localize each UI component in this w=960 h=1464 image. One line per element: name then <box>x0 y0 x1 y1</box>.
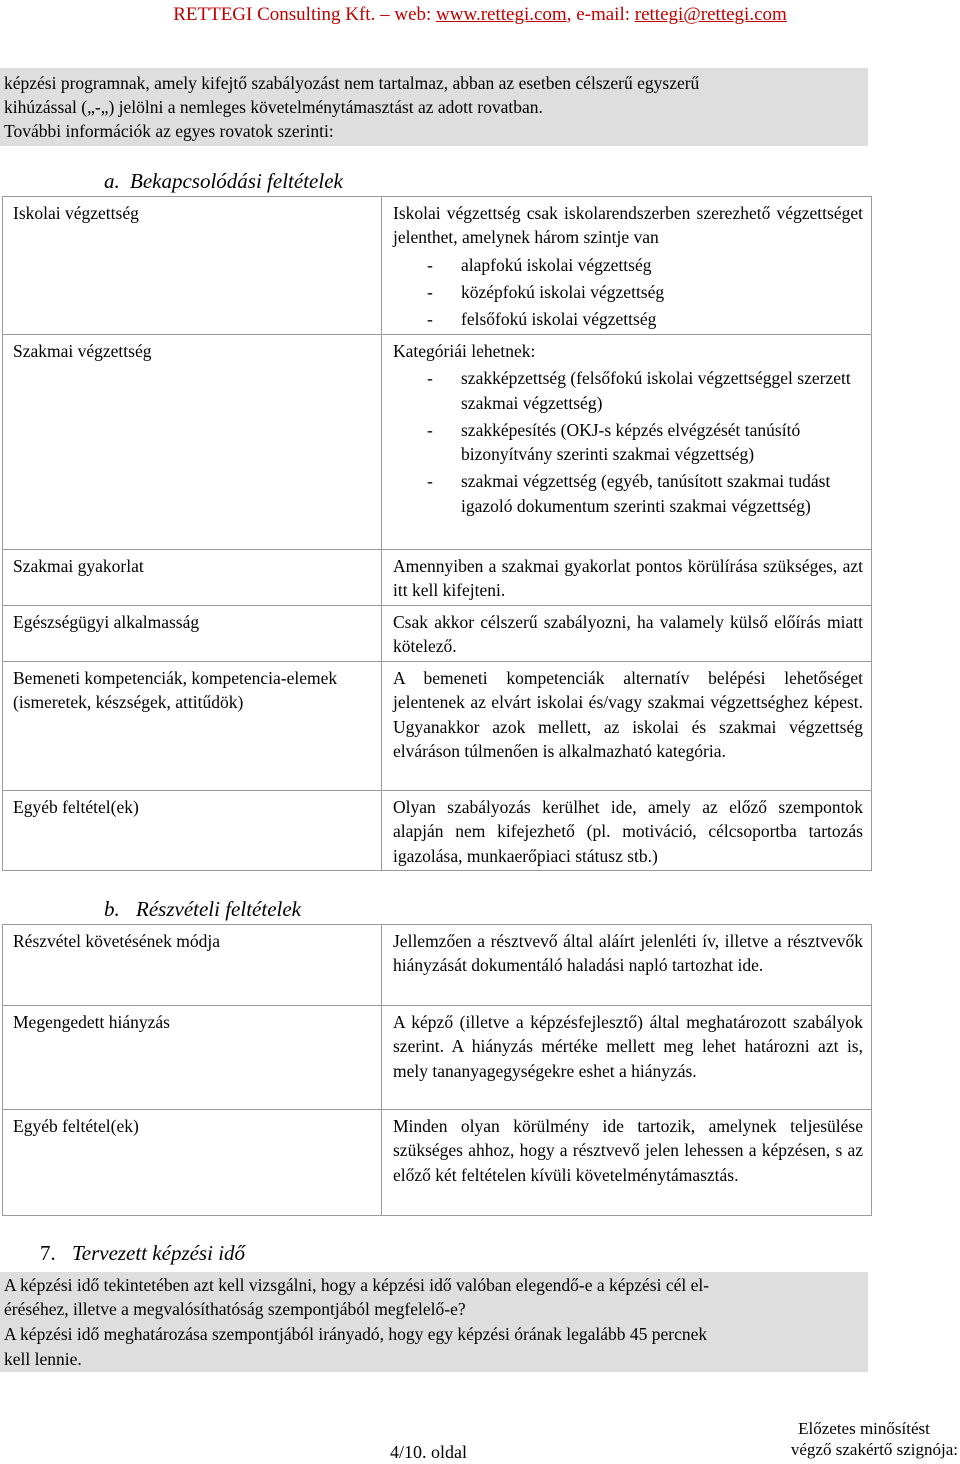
row-label: Megengedett hiányzás <box>3 1006 382 1110</box>
row-label: Szakmai végzettség <box>3 335 382 550</box>
row-label: Részvétel követésének módja <box>3 925 382 1006</box>
row-text: Csak akkor célszerű szabályozni, ha valamely külső előírás miatt kötelező. <box>382 606 872 662</box>
list-item: - szakképzettség (felsőfokú iskolai végzettséggel szerzett szakmai végzettség) <box>427 368 851 413</box>
section-a-table <box>2 196 872 871</box>
section-7-line-2: éréséhez, illetve a megvalósíthatóság szempontjából megfelelő-e? <box>4 1299 466 1319</box>
section-a-title-text: Bekapcsolódási feltételek <box>130 169 343 193</box>
row-label: Egyéb feltétel(ek) <box>3 1110 382 1216</box>
page-number: 4/10. oldal <box>390 1442 467 1462</box>
table-row <box>3 550 872 606</box>
section-b-title-text: Részvételi feltételek <box>136 897 301 921</box>
section-b-title <box>104 896 301 922</box>
row-label: Egészségügyi alkalmasság <box>3 606 382 662</box>
list-item: - középfokú iskolai végzettség <box>427 281 665 302</box>
signature-line-1: Előzetes minősítést <box>798 1419 930 1438</box>
row-text: A bemeneti kompetenciák alternatív belépési lehetőséget jelentenek az elvárt iskolai és/vagy szakmai végzettséghez képest. Ugyanakkor azok mellett, az iskolai és szakmai végzettség elváráson túlmenően is alkalmazható kategória. <box>382 662 872 791</box>
intro-line-2: kihúzással („-„) jelölni a nemleges követelménytámasztást az adott rovatban. <box>4 97 543 117</box>
list-item: - szakmai végzettség (egyéb, tanúsított szakmai tudást igazoló dokumentum szerinti szakmai végzettség) <box>427 471 831 516</box>
row-text: Minden olyan körülmény ide tartozik, amelynek teljesülése szükséges ahhoz, hogy a résztvevő jelen lehessen a képzésen, s az előző két feltételen kívüli követelménytámasztás. <box>382 1110 872 1216</box>
section-7-line-3: A képzési idő meghatározása szempontjából irányadó, hogy egy képzési órának legalább 45 percnek <box>4 1324 708 1344</box>
section-7-line-1: A képzési idő tekintetében azt kell vizsgálni, hogy a képzési idő valóban elegendő-e a képzési cél el- <box>4 1275 710 1295</box>
section-b-number: b. <box>104 897 120 921</box>
web-label: – web: <box>375 4 437 25</box>
list-item: - felsőfokú iskolai végzettség <box>427 309 657 330</box>
intro-line-3: További információk az egyes rovatok szerinti: <box>4 121 334 141</box>
section-7-title-text: Tervezett képzési idő <box>72 1241 246 1265</box>
section-7-title <box>40 1240 245 1266</box>
email-link[interactable]: rettegi@rettegi.com <box>634 4 787 25</box>
section-a-number: a. <box>104 169 120 193</box>
list-item: - alapfokú iskolai végzettség <box>427 254 652 275</box>
row-text: Olyan szabályozás kerülhet ide, amely az előző szempontok alapján nem kifejezhető (pl. motiváció, célcsoportba tartozás igazolása, munkaerőpiaci státusz stb.) <box>382 791 872 871</box>
intro-line-1: képzési programnak, amely kifejtő szabályozást nem tartalmaz, abban az esetben célszerű egyszerű <box>4 73 700 93</box>
row-text: Jellemzően a résztvevő által aláírt jelenléti ív, illetve a résztvevők hiányzását dokumentáló haladási napló tartozhat ide. <box>382 925 872 1006</box>
signature-line-2: végző szakértő szignója: <box>790 1440 958 1459</box>
section-b-table <box>2 924 872 1216</box>
row-text: Iskolai végzettség csak iskolarendszerben szerezhető végzettséget jelenthet, amelynek három szintje van <box>393 203 863 248</box>
company-name: RETTEGI Consulting Kft. <box>173 4 376 25</box>
email-label: , e-mail: <box>566 4 635 25</box>
table-row <box>3 1006 872 1110</box>
section-a-title <box>104 168 343 194</box>
section-7-block <box>0 1272 868 1372</box>
row-text: A képző (illetve a képzésfejlesztő) által meghatározott szabályok szerint. A hiányzás mértéke mellett meg lehet határozni azt is, mely tananyagegységekre eshet a hiányzás. <box>382 1006 872 1110</box>
list-item: - szakképesítés (OKJ-s képzés elvégzését tanúsító bizonyítvány szerinti szakmai végzettség) <box>427 419 801 465</box>
page-header <box>0 3 960 27</box>
section-7-number: 7. <box>40 1241 56 1265</box>
row-text: Kategóriái lehetnek: <box>393 341 536 361</box>
row-label: Egyéb feltétel(ek) <box>3 791 382 871</box>
web-link[interactable]: www.rettegi.com <box>436 4 567 25</box>
table-row <box>3 662 872 791</box>
table-row <box>3 791 872 871</box>
row-text-cell <box>382 197 872 335</box>
table-row <box>3 925 872 1006</box>
intro-block <box>0 68 868 146</box>
section-7-line-4: kell lennie. <box>4 1349 82 1369</box>
signature-block <box>770 1418 958 1460</box>
table-row <box>3 335 872 550</box>
row-text: Amennyiben a szakmai gyakorlat pontos körülírása szükséges, azt itt kell kifejteni. <box>382 550 872 606</box>
table-row <box>3 197 872 335</box>
row-label: Bemeneti kompetenciák, kompetencia-elemek (ismeretek, készségek, attitűdök) <box>3 662 382 791</box>
table-row <box>3 606 872 662</box>
table-row <box>3 1110 872 1216</box>
row-label: Iskolai végzettség <box>3 197 382 335</box>
row-text-cell <box>382 335 872 550</box>
row-label: Szakmai gyakorlat <box>3 550 382 606</box>
